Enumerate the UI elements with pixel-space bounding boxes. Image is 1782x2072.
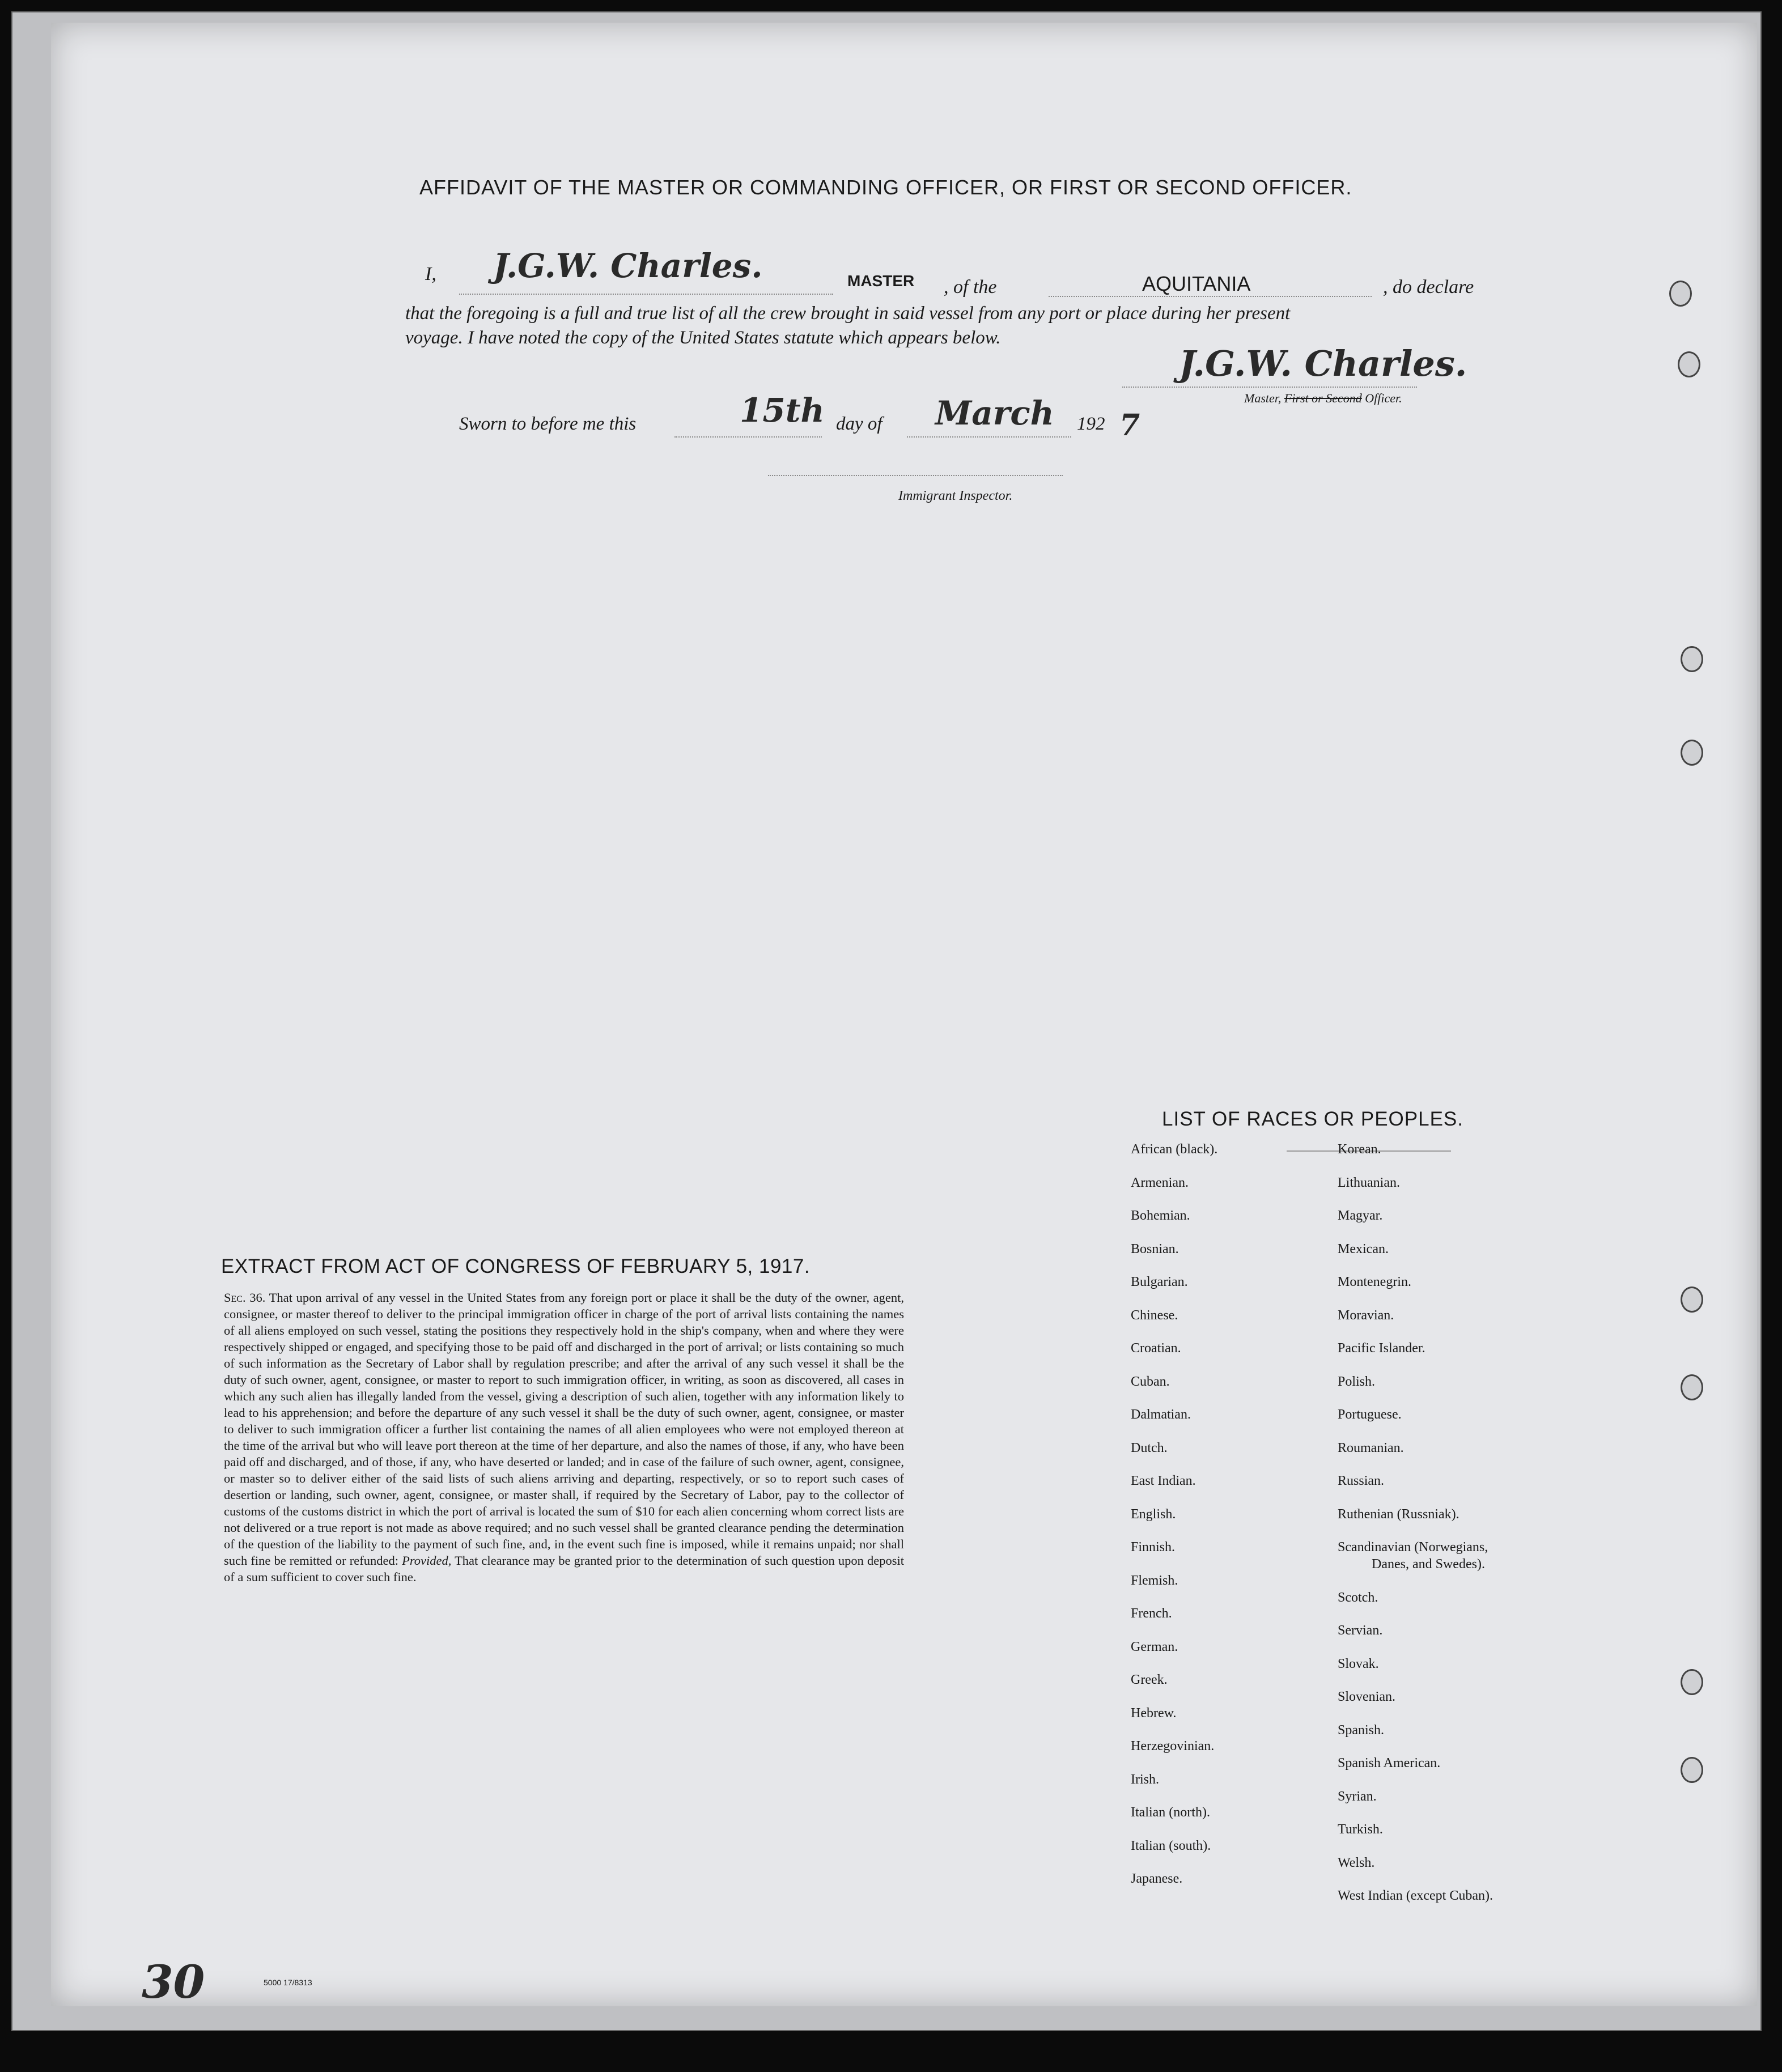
race-item: Croatian. [1131, 1341, 1181, 1356]
race-item: Magyar. [1338, 1208, 1383, 1223]
race-item: Scandinavian (Norwegians, [1338, 1540, 1488, 1555]
month-value: March [935, 394, 1054, 432]
race-item: German. [1131, 1639, 1178, 1654]
race-item: Pacific Islander. [1338, 1341, 1425, 1356]
race-item: Dalmatian. [1131, 1407, 1191, 1422]
race-item: Lithuanian. [1338, 1175, 1400, 1190]
punch-hole [1681, 1757, 1703, 1783]
declaration-line-1: that the foregoing is a full and true list of all the crew brought in said vessel from any port or place during her present [405, 303, 1291, 324]
race-item: Bohemian. [1131, 1208, 1190, 1223]
race-item: Spanish American. [1338, 1756, 1441, 1770]
race-item: Moravian. [1338, 1307, 1394, 1323]
race-item: Slovak. [1338, 1656, 1379, 1671]
race-item: Greek. [1131, 1672, 1168, 1687]
vessel-line [1049, 296, 1372, 297]
race-item: East Indian. [1131, 1474, 1196, 1488]
race-item: West Indian (except Cuban). [1338, 1888, 1493, 1903]
races-title: LIST OF RACES OR PEOPLES. [1162, 1108, 1464, 1130]
race-item: French. [1131, 1606, 1172, 1621]
do-declare-label: , do declare [1383, 277, 1474, 298]
statute-body-part-2: That clearance may be granted prior to the determination of such question upon deposit of a sum sufficient to cover such fine. [224, 1553, 905, 1584]
punch-hole [1669, 281, 1692, 307]
race-item: Bosnian. [1131, 1241, 1179, 1256]
race-item: Spanish. [1338, 1722, 1385, 1738]
race-item: Servian. [1338, 1623, 1383, 1638]
rank-label: MASTER [847, 272, 915, 290]
race-item: English. [1131, 1506, 1176, 1522]
inspector-line [768, 475, 1063, 476]
race-item: Chinese. [1131, 1307, 1178, 1323]
race-item: Irish. [1131, 1772, 1159, 1787]
race-item: Italian (north). [1131, 1805, 1210, 1820]
race-item: Cuban. [1131, 1374, 1170, 1389]
signature-line [1122, 387, 1417, 388]
race-item: Turkish. [1338, 1822, 1383, 1837]
race-item: Polish. [1338, 1374, 1376, 1389]
punch-hole [1681, 1374, 1703, 1400]
year-prefix: 192 [1077, 414, 1105, 434]
race-item: Montenegrin. [1338, 1275, 1411, 1289]
statute-text [224, 1289, 904, 1585]
form-code: 5000 17/8313 [264, 1978, 312, 1987]
race-item: Syrian. [1338, 1789, 1377, 1804]
punch-hole [1681, 740, 1703, 766]
sworn-label: Sworn to before me this [459, 414, 637, 434]
race-item: Armenian. [1131, 1175, 1189, 1190]
race-item: Japanese. [1131, 1871, 1183, 1886]
race-item: Roumanian. [1338, 1440, 1404, 1455]
signer-caption-officer: Officer. [1365, 391, 1402, 405]
inspector-caption: Immigrant Inspector. [898, 489, 1013, 503]
margin-number: 30 [142, 1955, 205, 2009]
of-the-label: , of the [944, 277, 997, 298]
race-item: Slovenian. [1338, 1689, 1395, 1704]
signer-caption [1244, 391, 1402, 406]
month-line [907, 436, 1071, 438]
year-suffix: 7 [1119, 408, 1140, 443]
race-item: Hebrew. [1131, 1705, 1177, 1721]
document-page [51, 23, 1757, 2009]
race-item: Portuguese. [1338, 1407, 1402, 1422]
master-name-handwritten: J.G.W. Charles. [493, 247, 763, 285]
race-item: Korean. [1338, 1142, 1381, 1157]
race-item: African (black). [1131, 1142, 1218, 1157]
affidavit-title: AFFIDAVIT OF THE MASTER OR COMMANDING OFFICER, OR FIRST OR SECOND OFFICER. [419, 176, 1352, 199]
name-line [459, 294, 833, 295]
vessel-name: AQUITANIA [1142, 272, 1251, 295]
race-item: Dutch. [1131, 1440, 1168, 1455]
punch-hole [1681, 1286, 1703, 1313]
race-item: Danes, and Swedes). [1372, 1557, 1485, 1572]
extract-title: EXTRACT FROM ACT OF CONGRESS OF FEBRUARY 5, 1917. [221, 1255, 811, 1277]
day-of-label: day of [836, 414, 882, 434]
race-item: Finnish. [1131, 1540, 1176, 1555]
master-signature: J.G.W. Charles. [1179, 343, 1467, 384]
day-line [674, 436, 822, 438]
race-item: Bulgarian. [1131, 1275, 1188, 1289]
race-item: Russian. [1338, 1474, 1385, 1488]
day-value: 15th [740, 391, 825, 430]
signer-caption-struck: First or Second [1284, 391, 1362, 405]
race-item: Ruthenian (Russniak). [1338, 1506, 1459, 1522]
provided-label: Provided, [402, 1553, 452, 1568]
race-item: Herzegovinian. [1131, 1739, 1215, 1753]
signer-caption-master: Master, [1244, 391, 1282, 405]
statute-body-part-1: That upon arrival of any vessel in the United States from any foreign port or place it shall be the duty of the owner, agent, consignee, or master thereof to deliver to the principal immigration officer in charge of the port of arrival lists containing the names of all aliens employed on such vessel, stating the positions they respectively hold in the ship's company, when and where they were respectively shipped or engaged, and specifying those to be paid off and discharged in the port of arrival; or lists containing so much of such information as the Secretary of Labor shall by regulation prescribe; and after the arrival of any such vessel it shall be the duty of such owner, agent, consignee, or master to report to such immigration officer, in writing, as soon as discovered, all cases in which any such alien has illegally landed from the vessel, giving a description of such alien, together with any information likely to lead to his apprehension; and before the departure of any such vessel it shall be the duty of such owner, agent, consignee, or master to deliver to such immigration officer a further list containing the names of all alien employees who were not employed thereon at the time of the arrival but who will leave port thereon at the time of her departure, and also the names of those, if any, who have been paid off and discharged, and of those, if any, who have deserted or landed; and in case of the failure of such owner, agent, consignee, or master so to deliver either of the said lists of such aliens arriving and departing, respectively, or so to report such cases of desertion or landing, such owner, agent, consignee, or master shall, if required by the Secretary of Labor, pay to the collector of customs of the customs district in which the port of arrival is located the sum of $10 for each alien concerning whom correct lists are not delivered or a true report is not made as above required; and no such vessel shall be granted clearance pending the determination of the question of the liability to the payment of such fine, and, in the event such fine is imposed, while it remains unpaid; nor shall such fine be remitted or refunded: [224, 1290, 904, 1568]
race-item: Scotch. [1338, 1590, 1378, 1605]
declaration-line-2: voyage. I have noted the copy of the United States statute which appears below. [405, 328, 1001, 348]
section-label: Sec. 36. [224, 1290, 266, 1305]
punch-hole [1678, 351, 1700, 377]
punch-hole [1681, 646, 1703, 672]
race-item: Welsh. [1338, 1855, 1375, 1870]
race-item: Italian (south). [1131, 1838, 1211, 1853]
i-label: I, [425, 264, 436, 285]
race-item: Flemish. [1131, 1573, 1178, 1588]
punch-hole [1681, 1669, 1703, 1695]
race-item: Mexican. [1338, 1241, 1389, 1256]
